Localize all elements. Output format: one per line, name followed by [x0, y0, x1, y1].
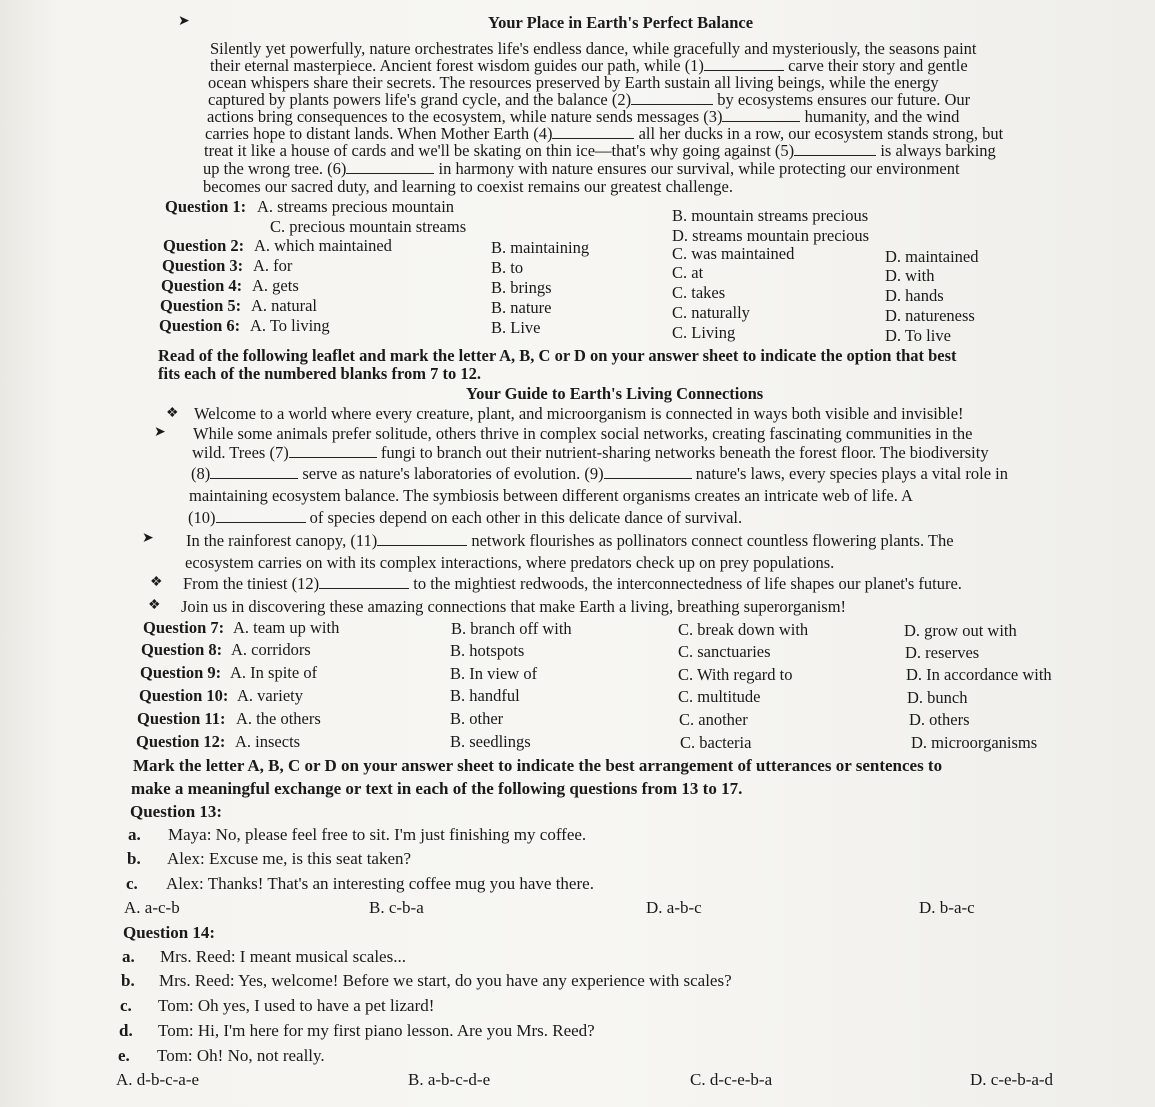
leaflet-line: Welcome to a world where every creature, plant, and microorganism is connected in ways both visible and invisible! [194, 404, 964, 423]
arrow-bullet-icon: ➤ [178, 14, 190, 29]
instruction-line: Read of the following leaflet and mark the letter A, B, C or D on your answer sheet to indicate the option that best [158, 346, 957, 365]
option-d[interactable]: D. hands [885, 286, 944, 305]
item-text: Mrs. Reed: I meant musical scales... [160, 947, 406, 966]
passage-line: captured by plants powers life's grand cycle, and the balance (2) by ecosystems ensures our future. Our [208, 90, 971, 109]
option-b[interactable]: B. branch off with [451, 619, 572, 638]
leaflet-title: Your Guide to Earth's Living Connections [466, 384, 764, 403]
option-b[interactable]: B. other [450, 709, 504, 728]
option-b[interactable]: B. In view of [450, 664, 538, 683]
option-c[interactable]: C. precious mountain streams [270, 217, 467, 236]
passage-line: carries hope to distant lands. When Mother Earth (4) all her ducks in a row, our ecosystem stands strong, but [205, 124, 1004, 143]
leaflet-line: ecosystem carries on with its complex interactions, where predators check up on prey populations. [185, 553, 835, 572]
question-label: Question 12: [136, 732, 226, 751]
item-key: c. [126, 874, 138, 893]
option-a[interactable]: A. In spite of [230, 663, 318, 682]
option-d[interactable]: D. c-e-b-a-d [970, 1070, 1054, 1089]
diamond-bullet-icon: ❖ [150, 575, 163, 590]
option-c[interactable]: C. Living [672, 323, 736, 342]
option-d[interactable]: D. b-a-c [919, 898, 975, 917]
option-b[interactable]: B. maintaining [491, 238, 590, 257]
item-text: Tom: Oh! No, not really. [157, 1046, 325, 1065]
question-label: Question 11: [137, 709, 226, 728]
question-label: Question 8: [141, 640, 223, 659]
leaflet-line: (8) serve as nature's laboratories of evolution. (9) nature's laws, every species plays a vital role in [191, 464, 1008, 483]
option-a[interactable]: A. corridors [231, 640, 311, 659]
instruction-line: fits each of the numbered blanks from 7 to 12. [158, 364, 481, 383]
option-a[interactable]: A. team up with [233, 618, 340, 637]
item-key: b. [127, 849, 141, 868]
question-label: Question 7: [143, 618, 225, 637]
instruction-line: Mark the letter A, B, C or D on your answer sheet to indicate the best arrangement of utterances or sentences to [133, 756, 943, 775]
question-label: Question 5: [160, 296, 242, 315]
option-c[interactable]: C. break down with [678, 620, 809, 639]
item-text: Maya: No, please feel free to sit. I'm just finishing my coffee. [168, 825, 587, 844]
option-a[interactable]: A. variety [237, 686, 303, 705]
option-c[interactable]: D. a-b-c [646, 898, 702, 917]
option-c[interactable]: C. at [672, 263, 704, 282]
option-a[interactable]: A. a-c-b [124, 898, 180, 917]
option-c[interactable]: C. was maintained [672, 244, 795, 263]
item-key: c. [120, 996, 132, 1015]
passage-title: Your Place in Earth's Perfect Balance [488, 13, 754, 32]
item-text: Mrs. Reed: Yes, welcome! Before we start, do you have any experience with scales? [159, 971, 732, 990]
option-d[interactable]: D. bunch [907, 688, 968, 707]
option-a[interactable]: A. natural [251, 296, 317, 315]
leaflet-line: maintaining ecosystem balance. The symbiosis between different organisms creates an intricate web of life. A [189, 486, 913, 505]
item-text: Alex: Excuse me, is this seat taken? [167, 849, 412, 868]
question-label: Question 4: [161, 276, 243, 295]
diamond-bullet-icon: ❖ [166, 406, 179, 421]
option-c[interactable]: C. multitude [678, 687, 761, 706]
question-label: Question 6: [159, 316, 241, 335]
item-text: Tom: Oh yes, I used to have a pet lizard! [158, 996, 435, 1015]
option-b[interactable]: B. nature [491, 298, 552, 317]
option-c[interactable]: C. another [679, 710, 748, 729]
instruction-line: make a meaningful exchange or text in each of the following questions from 13 to 17. [131, 779, 743, 798]
option-b[interactable]: B. brings [491, 278, 552, 297]
passage-line: Silently yet powerfully, nature orchestrates life's endless dance, while gracefully and mysteriously, the seasons paint [210, 39, 977, 58]
leaflet-line: In the rainforest canopy, (11) network flourishes as pollinators connect countless flowering plants. The [186, 531, 954, 550]
option-d[interactable]: D. with [885, 266, 935, 285]
question-label: Question 2: [163, 236, 245, 255]
leaflet-line: From the tiniest (12) to the mightiest redwoods, the interconnectedness of life shapes our planet's future. [183, 574, 962, 593]
option-a[interactable]: A. d-b-c-a-e [116, 1070, 200, 1089]
option-c[interactable]: C. naturally [672, 303, 750, 322]
option-a[interactable]: A. To living [250, 316, 330, 335]
question-label: Question 9: [140, 663, 222, 682]
option-d[interactable]: D. streams mountain precious [672, 226, 870, 245]
passage-line: becomes our sacred duty, and learning to coexist remains our greatest challenge. [203, 177, 733, 196]
option-d[interactable]: D. others [909, 710, 970, 729]
option-b[interactable]: B. seedlings [450, 732, 531, 751]
option-a[interactable]: A. insects [235, 732, 301, 751]
option-b[interactable]: B. a-b-c-d-e [408, 1070, 491, 1089]
leaflet-line: wild. Trees (7) fungi to branch out their nutrient-sharing networks beneath the forest floor. The biodiversity [192, 443, 989, 462]
item-key: e. [118, 1046, 130, 1065]
option-d[interactable]: D. maintained [885, 247, 979, 266]
passage-line: their eternal masterpiece. Ancient forest wisdom guides our path, while (1) carve their story and gentle [210, 56, 968, 75]
option-a[interactable]: A. gets [252, 276, 299, 295]
option-b[interactable]: B. c-b-a [369, 898, 424, 917]
item-text: Tom: Hi, I'm here for my first piano lesson. Are you Mrs. Reed? [158, 1021, 595, 1040]
option-a[interactable]: A. for [253, 256, 293, 275]
option-d[interactable]: D. natureness [885, 306, 975, 325]
option-b[interactable]: B. Live [491, 318, 541, 337]
option-c[interactable]: C. takes [672, 283, 726, 302]
arrow-bullet-icon: ➤ [142, 531, 154, 546]
option-d[interactable]: D. reserves [905, 643, 980, 662]
leaflet-line: While some animals prefer solitude, others thrive in complex social networks, creating fascinating communities in the [193, 424, 973, 443]
option-b[interactable]: B. mountain streams precious [672, 206, 869, 225]
passage-line: actions bring consequences to the ecosystem, while nature sends messages (3) humanity, and the wind [207, 107, 960, 126]
option-d[interactable]: D. In accordance with [906, 665, 1052, 684]
arrow-bullet-icon: ➤ [154, 425, 166, 440]
question-label: Question 10: [139, 686, 229, 705]
leaflet-line: Join us in discovering these amazing connections that make Earth a living, breathing superorganism! [181, 597, 847, 616]
leaflet-line: (10) of species depend on each other in this delicate dance of survival. [188, 508, 743, 527]
option-c[interactable]: C. sanctuaries [678, 642, 771, 661]
passage-line: ocean whispers share their secrets. The resources preserved by Earth sustain all living beings, while the energy [208, 73, 939, 92]
question-label: Question 3: [162, 256, 244, 275]
option-b[interactable]: B. handful [450, 686, 520, 705]
option-a[interactable]: A. streams precious mountain [257, 197, 455, 216]
option-d[interactable]: D. grow out with [904, 621, 1017, 640]
option-a[interactable]: A. the others [236, 709, 321, 728]
option-c[interactable]: C. d-c-e-b-a [690, 1070, 773, 1089]
passage-line: up the wrong tree. (6) in harmony with nature ensures our survival, while protecting our environment [203, 159, 960, 178]
question-label: Question 1: [165, 197, 247, 216]
option-d[interactable]: D. microorganisms [911, 733, 1038, 752]
option-d[interactable]: D. To live [885, 326, 951, 345]
item-key: a. [128, 825, 141, 844]
item-key: b. [121, 971, 135, 990]
option-b[interactable]: B. hotspots [450, 641, 525, 660]
option-c[interactable]: C. With regard to [678, 665, 793, 684]
option-c[interactable]: C. bacteria [680, 733, 752, 752]
option-b[interactable]: B. to [491, 258, 524, 277]
option-a[interactable]: A. which maintained [254, 236, 392, 255]
item-key: a. [122, 947, 135, 966]
item-text: Alex: Thanks! That's an interesting coffee mug you have there. [166, 874, 594, 893]
question-label: Question 14: [123, 923, 216, 942]
passage-line: treat it like a house of cards and we'll be skating on thin ice—that's why going against (5) is always barking [204, 141, 996, 160]
item-key: d. [119, 1021, 133, 1040]
diamond-bullet-icon: ❖ [148, 598, 161, 613]
question-label: Question 13: [130, 802, 223, 821]
